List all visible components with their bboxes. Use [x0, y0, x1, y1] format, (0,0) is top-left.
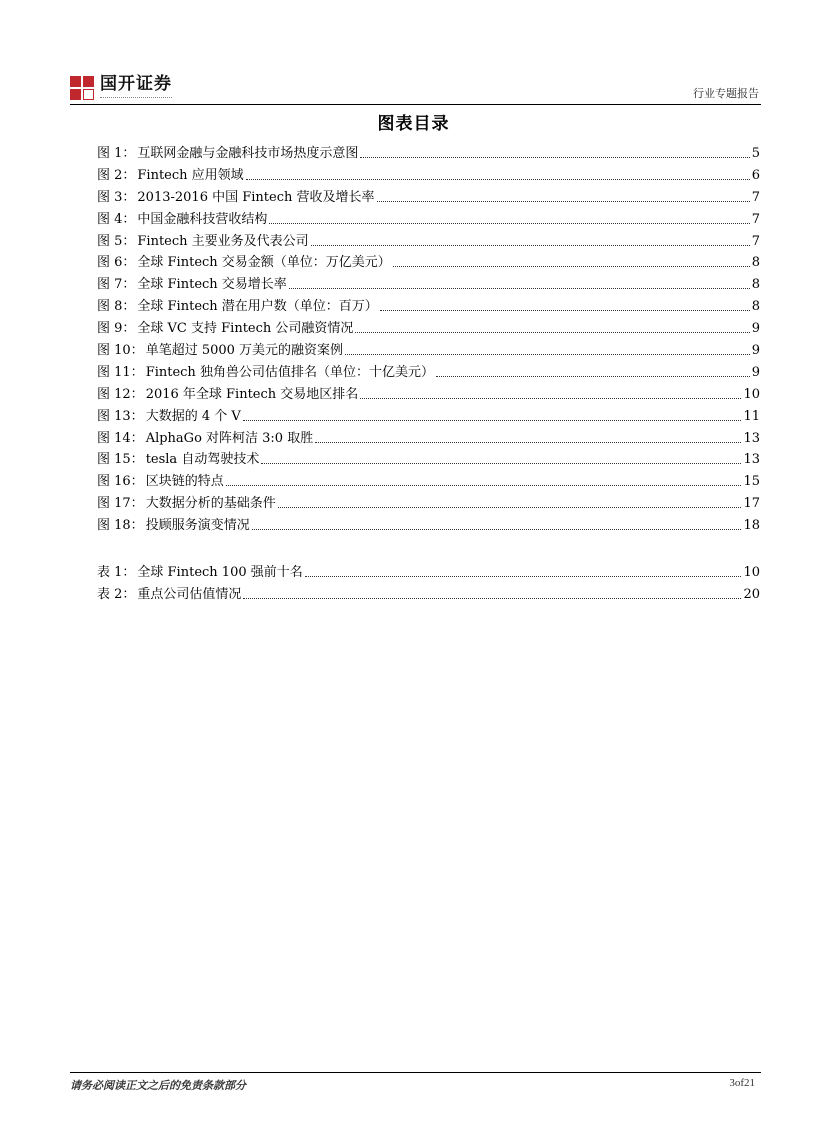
toc-entry[interactable] — [97, 340, 760, 362]
toc-entry-title: 大数据分析的基础条件 — [145, 496, 276, 512]
figure-list — [97, 143, 760, 537]
dot-leader — [393, 256, 750, 270]
toc-entry-page: 9 — [751, 321, 760, 337]
toc-entry-label: 图 4： — [97, 211, 136, 227]
dot-leader — [278, 497, 742, 511]
dot-leader — [226, 475, 742, 489]
toc-entry-label: 图 3： — [97, 189, 136, 205]
toc-entry-label: 表 2： — [97, 586, 136, 602]
toc-entry-page: 18 — [743, 518, 760, 534]
toc-entry[interactable] — [97, 143, 760, 165]
toc-entry[interactable] — [97, 449, 760, 471]
toc-entry-label: 图 17： — [97, 496, 144, 512]
table-list — [97, 562, 760, 606]
toc-entry-page: 8 — [751, 299, 760, 315]
toc-entry[interactable] — [97, 362, 760, 384]
footer-divider — [70, 1072, 761, 1073]
toc-entry-title: 全球 Fintech 交易金额（单位：万亿美元） — [137, 255, 391, 271]
toc-entry-title: 单笔超过 5000 万美元的融资案例 — [145, 343, 344, 359]
toc-entry[interactable] — [97, 515, 760, 537]
dot-leader — [345, 344, 750, 358]
toc-entry-page: 11 — [743, 408, 760, 424]
toc-entry-page: 15 — [743, 474, 760, 490]
toc-entry[interactable] — [97, 274, 760, 296]
dot-leader — [355, 322, 749, 336]
toc-entry-page: 8 — [751, 277, 760, 293]
brand-logo — [70, 74, 172, 104]
dot-leader — [252, 519, 742, 533]
toc-entry-label: 表 1： — [97, 565, 136, 580]
dot-leader — [305, 566, 742, 580]
page-header — [70, 72, 761, 106]
toc-title: 图表目录 — [377, 114, 450, 134]
dot-leader — [261, 453, 741, 467]
dot-leader — [360, 388, 741, 402]
dot-leader — [315, 432, 741, 446]
dot-leader — [380, 300, 750, 314]
toc-entry-title: Fintech 主要业务及代表公司 — [137, 233, 309, 249]
toc-entry-page: 9 — [751, 364, 760, 380]
toc-entry-label: 图 9： — [97, 321, 136, 337]
toc-entry-label: 图 12： — [97, 386, 144, 402]
toc-entry-label: 图 7： — [97, 277, 136, 293]
toc-entry-title: 互联网金融与金融科技市场热度示意图 — [137, 146, 359, 161]
toc-entry-title: 2013-2016 中国 Fintech 营收及增长率 — [137, 189, 375, 205]
toc-entry-label: 图 16： — [97, 474, 144, 490]
toc-entry-title: 全球 Fintech 100 强前十名 — [137, 565, 303, 580]
toc-entry-label: 图 8： — [97, 299, 136, 315]
toc-entry-label: 图 1： — [97, 146, 136, 161]
toc-entry-page: 20 — [743, 586, 760, 602]
toc-entry-title: 重点公司估值情况 — [137, 586, 242, 602]
toc-entry[interactable] — [97, 296, 760, 318]
toc-entry-label: 图 2： — [97, 167, 136, 183]
dot-leader — [436, 366, 750, 380]
toc-entry[interactable] — [97, 209, 760, 231]
toc-entry-page: 10 — [743, 565, 760, 580]
toc-entry-title: tesla 自动驾驶技术 — [145, 452, 260, 468]
toc-entry-label: 图 15： — [97, 452, 144, 468]
toc-entry-label: 图 13： — [97, 408, 144, 424]
toc-entry-label: 图 5： — [97, 233, 136, 249]
toc-entry-title: 全球 VC 支持 Fintech 公司融资情况 — [137, 321, 354, 337]
report-type: 行业专题报告 — [693, 87, 759, 100]
logo-mark-icon — [70, 76, 94, 100]
toc-entry[interactable] — [97, 562, 760, 584]
dot-leader — [360, 147, 749, 161]
toc-entry[interactable] — [97, 406, 760, 428]
footer-disclaimer: 请务必阅读正文之后的免责条款部分 — [70, 1079, 246, 1092]
toc-entry[interactable] — [97, 252, 760, 274]
dot-leader — [289, 278, 750, 292]
toc-entry-title: Fintech 应用领域 — [137, 167, 244, 183]
toc-entry-label: 图 11： — [97, 364, 144, 380]
toc-entry-title: 投顾服务演变情况 — [145, 518, 250, 534]
toc-entry-title: 2016 年全球 Fintech 交易地区排名 — [145, 386, 359, 402]
toc-entry-title: 大数据的 4 个 V — [145, 408, 241, 424]
brand-subline — [100, 97, 172, 100]
toc-entry-title: 全球 Fintech 交易增长率 — [137, 277, 287, 293]
toc-entry[interactable] — [97, 318, 760, 340]
toc-entry[interactable] — [97, 187, 760, 209]
dot-leader — [269, 213, 749, 227]
toc-entry-page: 7 — [751, 189, 760, 205]
header-divider — [70, 104, 761, 105]
toc-entry-label: 图 6： — [97, 255, 136, 271]
toc-entry[interactable] — [97, 165, 760, 187]
toc-entry-page: 5 — [751, 146, 760, 161]
toc-entry-label: 图 18： — [97, 518, 144, 534]
toc-entry-label: 图 10： — [97, 343, 144, 359]
toc-entry-page: 9 — [751, 343, 760, 359]
dot-leader — [311, 235, 750, 249]
toc-entry-page: 13 — [743, 430, 760, 446]
toc-entry[interactable] — [97, 428, 760, 450]
brand-name: 国开证券 — [100, 74, 172, 94]
toc-entry-page: 7 — [751, 211, 760, 227]
toc-entry-page: 17 — [743, 496, 760, 512]
toc-entry-title: 区块链的特点 — [145, 474, 224, 490]
toc-entry-title: Fintech 独角兽公司估值排名（单位：十亿美元） — [145, 364, 434, 380]
toc-entry[interactable] — [97, 384, 760, 406]
toc-entry-label: 图 14： — [97, 430, 144, 446]
toc-entry-page: 10 — [743, 386, 760, 402]
toc-entry[interactable] — [97, 584, 760, 606]
toc-entry[interactable] — [97, 231, 760, 253]
toc-entry-page: 8 — [751, 255, 760, 271]
toc-entry[interactable] — [97, 493, 760, 515]
dot-leader — [246, 169, 750, 183]
toc-entry-page: 13 — [743, 452, 760, 468]
dot-leader — [377, 191, 750, 205]
toc-entry-title: AlphaGo 对阵柯洁 3:0 取胜 — [145, 430, 314, 446]
dot-leader — [243, 588, 741, 602]
toc-entry-page: 6 — [751, 167, 760, 183]
toc-entry-title: 中国金融科技营收结构 — [137, 211, 268, 227]
toc-entry-title: 全球 Fintech 潜在用户数（单位：百万） — [137, 299, 378, 315]
page-indicator: 3of21 — [729, 1077, 755, 1089]
toc-entry-page: 7 — [751, 233, 760, 249]
toc-entry[interactable] — [97, 471, 760, 493]
dot-leader — [243, 410, 742, 424]
